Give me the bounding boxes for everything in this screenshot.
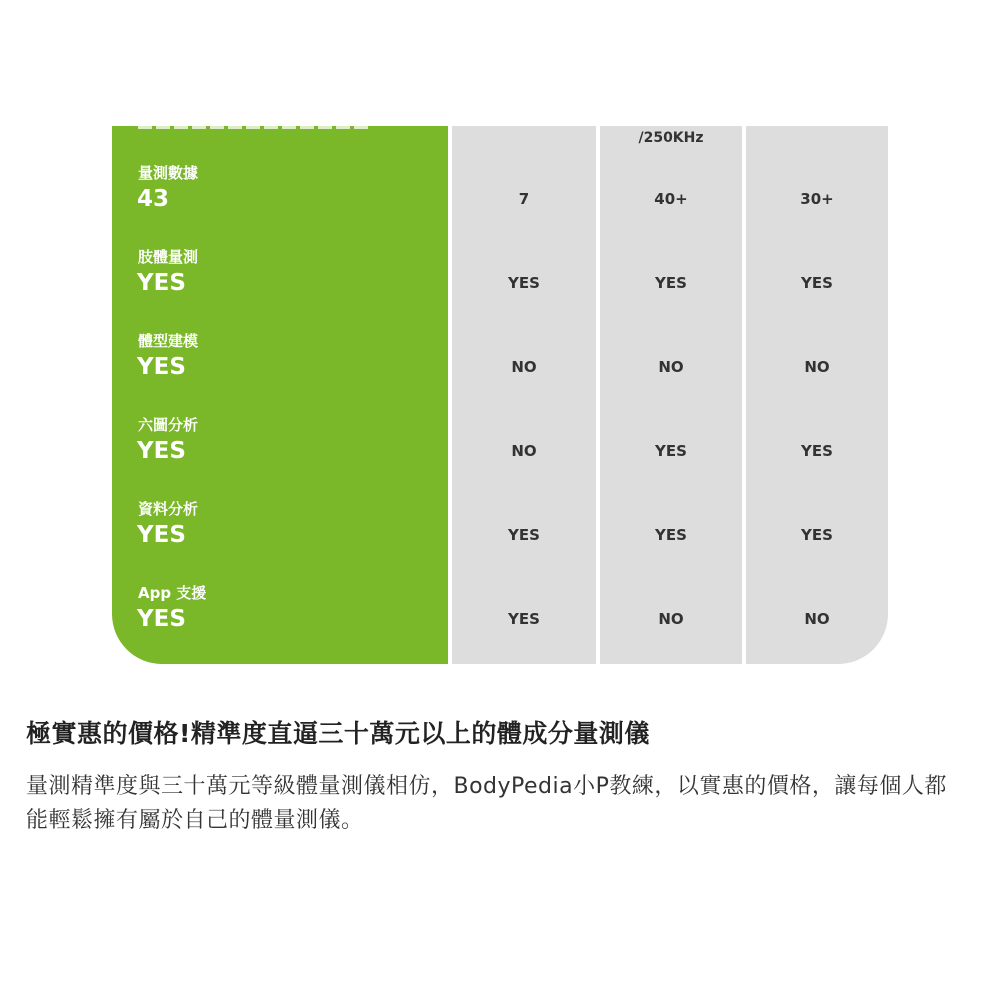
row-value: YES — [137, 438, 186, 464]
row-label: 資料分析 — [138, 500, 199, 518]
cell-col3: YES — [801, 526, 833, 544]
cell-col1: 7 — [518, 190, 530, 208]
table-row — [112, 582, 888, 664]
row-label: 體型建模 — [138, 332, 199, 350]
cell-col2: 40+ — [654, 190, 688, 208]
row-value: 43 — [137, 186, 170, 212]
row-value: YES — [137, 354, 186, 380]
row-value: YES — [137, 522, 186, 548]
cell-col3: NO — [804, 610, 830, 628]
cell-col3: YES — [801, 274, 833, 292]
description-paragraph: 量測精準度與三十萬元等級體量測儀相仿，BodyPedia小P教練，以實惠的價格，讓每個人都能輕鬆擁有屬於自己的體量測儀。 — [26, 774, 947, 833]
cell-col3: NO — [804, 358, 830, 376]
row-label: 六圖分析 — [138, 416, 199, 434]
cell-col1: YES — [508, 610, 540, 628]
cell-col2: YES — [655, 526, 687, 544]
cell-col1: NO — [511, 358, 537, 376]
cell-col1: YES — [508, 526, 540, 544]
cell-col1: NO — [511, 442, 537, 460]
row-label: App 支援 — [138, 584, 207, 602]
cropped-header-text — [138, 126, 370, 129]
cell-col2: NO — [658, 358, 684, 376]
section-heading: 極實惠的價格!精準度直逼三十萬元以上的體成分量測儀 — [26, 719, 650, 748]
table-row — [112, 414, 888, 498]
cell-col2: YES — [655, 442, 687, 460]
cell-col2: NO — [658, 610, 684, 628]
table-row — [112, 246, 888, 330]
row-value: YES — [137, 270, 186, 296]
cell-col1: YES — [508, 274, 540, 292]
table-row — [112, 498, 888, 582]
row-value: YES — [137, 606, 186, 632]
cell-col2: YES — [655, 274, 687, 292]
frequency-note: /250KHz — [638, 130, 704, 146]
table-row — [112, 162, 888, 246]
row-label: 量測數據 — [138, 164, 199, 182]
table-row — [112, 330, 888, 414]
cell-col3: YES — [801, 442, 833, 460]
comparison-table — [112, 126, 888, 664]
cell-col3: 30+ — [800, 190, 834, 208]
row-label: 肢體量測 — [138, 248, 199, 266]
